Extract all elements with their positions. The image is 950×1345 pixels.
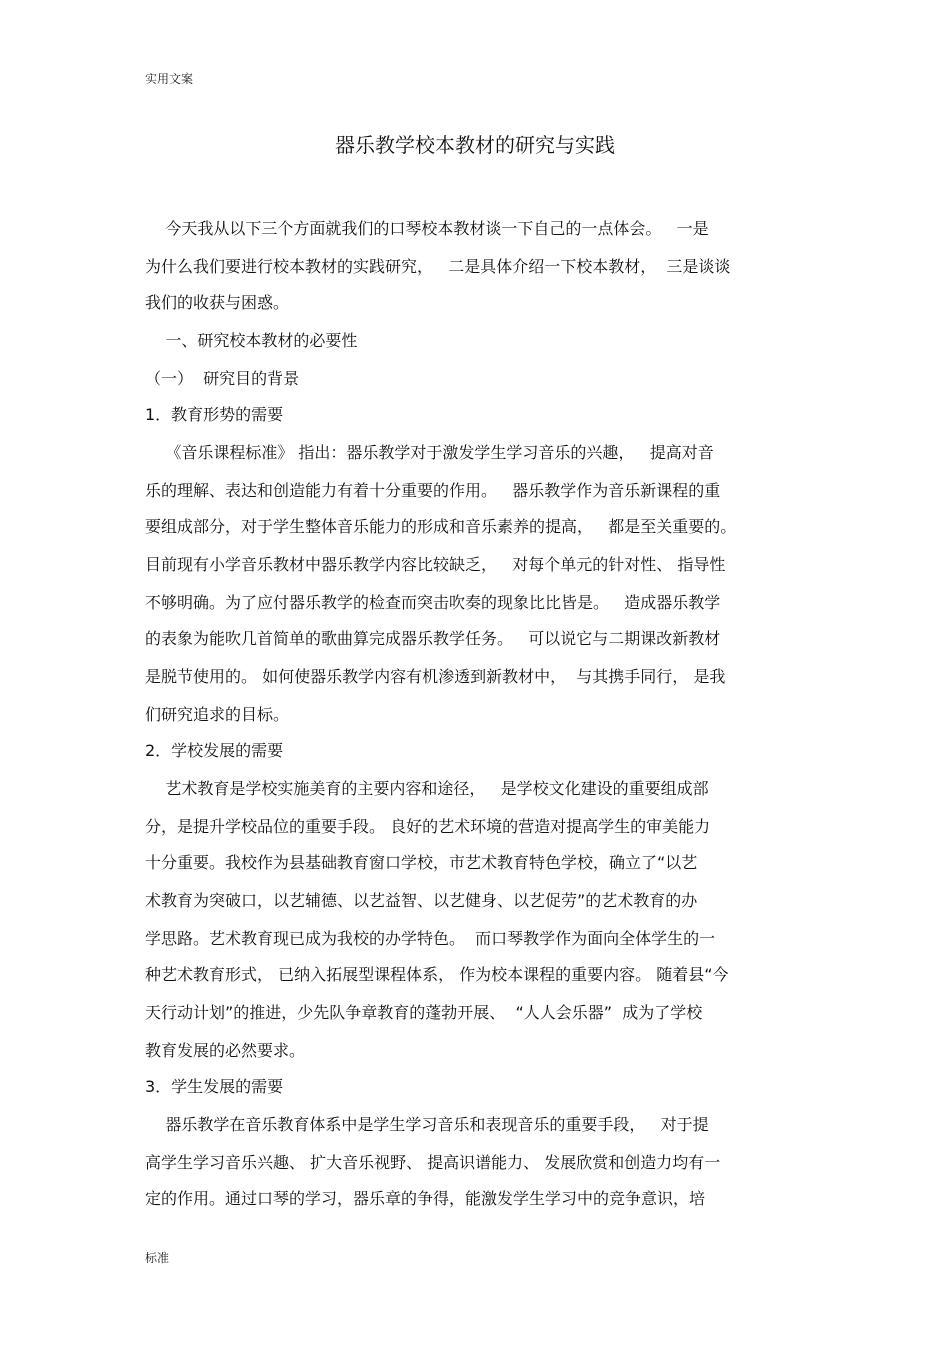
body-line: 2．学校发展的需要 [145, 741, 284, 760]
body-line: 教育发展的必然要求。 [145, 1041, 306, 1060]
body-line: 的表象为能吹几首简单的歌曲算完成器乐教学任务。 可以说它与二期课改新教材 [145, 629, 721, 648]
body-line: 分，是提升学校品位的重要手段。 良好的艺术环境的营造对提高学生的审美能力 [145, 817, 711, 836]
body-line: 目前现有小学音乐教材中器乐教学内容比较缺乏， 对每个单元的针对性、 指导性 [145, 555, 726, 574]
body-line: 一、研究校本教材的必要性 [145, 331, 358, 350]
page-footer-label: 标准 [145, 1251, 170, 1265]
body-line: 要组成部分，对于学生整体音乐能力的形成和音乐素养的提高， 都是至关重要的。 [145, 517, 737, 536]
body-line: 十分重要。我校作为县基础教育窗口学校，市艺术教育特色学校，确立了“以艺 [145, 853, 698, 872]
body-line: 学思路。艺术教育现已成为我校的办学特色。 而口琴教学作为面向全体学生的一 [145, 929, 716, 948]
body-line: 是脱节使用的。 如何使器乐教学内容有机渗透到新教材中， 与其携手同行， 是我 [145, 667, 726, 686]
body-line: 乐的理解、表达和创造能力有着十分重要的作用。 器乐教学作为音乐新课程的重 [145, 481, 721, 500]
page-header-label: 实用文案 [145, 72, 194, 86]
document-title: 器乐教学校本教材的研究与实践 [335, 133, 615, 157]
body-line: 不够明确。为了应付器乐教学的检查而突击吹奏的现象比比皆是。 造成器乐教学 [145, 593, 721, 612]
body-line: 今天我从以下三个方面就我们的口琴校本教材谈一下自己的一点体会。 一是 [145, 219, 709, 238]
body-line: 术教育为突破口，以艺辅德、以艺益智、以艺健身、以艺促劳”的艺术教育的办 [145, 891, 698, 910]
body-line: 1．教育形势的需要 [145, 405, 284, 424]
body-line: 定的作用。通过口琴的学习，器乐章的争得，能激发学生学习中的竞争意识，培 [145, 1189, 706, 1208]
body-line: 种艺术教育形式， 已纳入拓展型课程体系， 作为校本课程的重要内容。 随着县“今 [145, 965, 729, 984]
body-line: 们研究追求的目标。 [145, 705, 290, 724]
body-line: 天行动计划”的推进，少先队争章教育的蓬勃开展、 “人人会乐器” 成为了学校 [145, 1003, 703, 1022]
body-line: 为什么我们要进行校本教材的实践研究， 二是具体介绍一下校本教材， 三是谈谈 [145, 257, 731, 276]
body-line: 我们的收获与困惑。 [145, 293, 290, 312]
body-line: 3．学生发展的需要 [145, 1077, 284, 1096]
body-line: 器乐教学在音乐教育体系中是学生学习音乐和表现音乐的重要手段， 对于提 [145, 1115, 709, 1134]
body-line: 高学生学习音乐兴趣、 扩大音乐视野、 提高识谱能力、 发展欣赏和创造力均有一 [145, 1153, 721, 1172]
body-line: 艺术教育是学校实施美育的主要内容和途径， 是学校文化建设的重要组成部 [145, 779, 709, 798]
body-line: （一） 研究目的背景 [145, 369, 300, 388]
body-line: 《音乐课程标准》 指出：器乐教学对于激发学生学习音乐的兴趣， 提高对音 [145, 443, 714, 462]
